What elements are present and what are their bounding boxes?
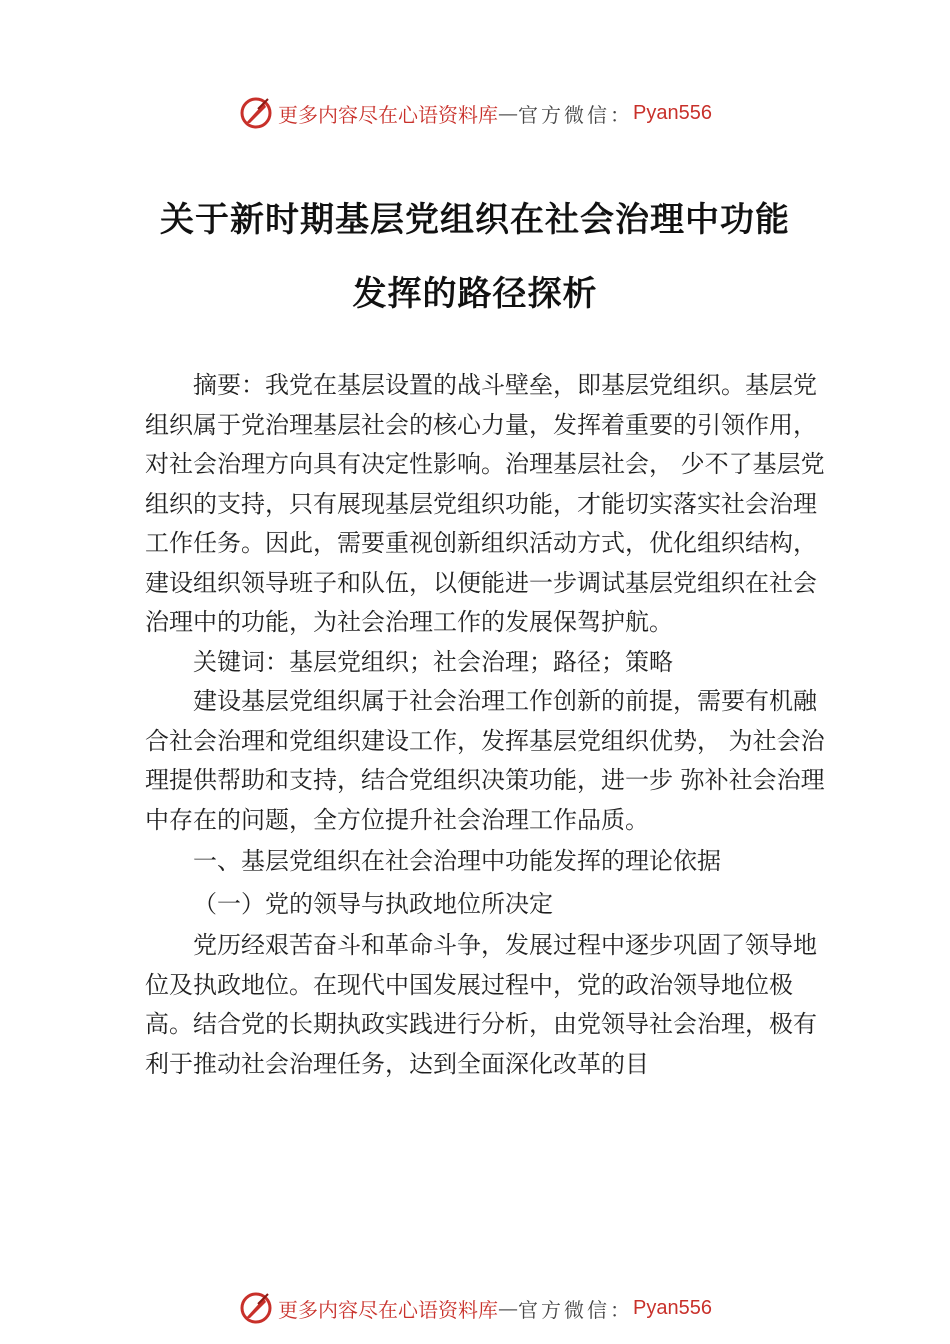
banner-separator: — xyxy=(498,101,519,125)
intro-paragraph: 建设基层党组织属于社会治理工作创新的前提，需要有机融合社会治理和党组织建设工作，发挥基层党组织优势， 为社会治理提供帮助和支持，结合党组织决策功能，进一步 弥补社会治理中存在的问题，全方位提升社会治理工作品质。 xyxy=(145,687,825,834)
subsection-heading-1-1: （一）党的领导与执政地位所决定 xyxy=(193,890,553,918)
abstract-paragraph: 摘要：我党在基层设置的战斗壁垒，即基层党组织。基层党组织属于党治理基层社会的核心力量，发挥着重要的引领作用，对社会治理方向具有决定性影响。治理基层社会， 少不了基层党组织的支持，只有展现基层党组织功能，才能切实落实社会治理工作任务。因此，需要重视创新组织活动方式，优化组织结构，建设组织领导班子和队伍，以便能进一步调试基层党组织在社会治理中的功能，为社会治理工作的发展保驾护航。 xyxy=(145,371,825,636)
banner-wechat-label: 官方微信： xyxy=(518,1297,634,1322)
banner-wechat-id: Pyan556 xyxy=(633,101,712,124)
header-banner xyxy=(0,93,950,133)
quill-logo-icon xyxy=(238,95,274,131)
banner-separator: — xyxy=(498,1296,519,1320)
keywords-paragraph: 关键词：基层党组织；社会治理；路径；策略 xyxy=(193,647,673,676)
quill-logo-icon xyxy=(238,1290,274,1326)
footer-banner xyxy=(0,1288,950,1328)
banner-wechat-id: Pyan556 xyxy=(633,1296,712,1319)
section-heading-1: 一、基层党组织在社会治理中功能发挥的理论依据 xyxy=(193,847,721,875)
section-paragraph-1: 党历经艰苦奋斗和革命斗争，发展过程中逐步巩固了领导地位及执政地位。在现代中国发展过程中，党的政治领导地位极高。结合党的长期执政实践进行分析，由党领导社会治理，极有利于推动社会治理任务，达到全面深化改革的目 xyxy=(145,931,817,1078)
banner-wechat-label: 官方微信： xyxy=(518,102,634,127)
banner-text: 更多内容尽在心语资料库 xyxy=(278,102,499,127)
banner-text: 更多内容尽在心语资料库 xyxy=(278,1297,499,1322)
document-title-line-2: 发挥的路径探析 xyxy=(352,274,598,314)
document-title-line-1: 关于新时期基层党组织在社会治理中功能 xyxy=(160,200,790,240)
document-body xyxy=(145,366,835,1084)
